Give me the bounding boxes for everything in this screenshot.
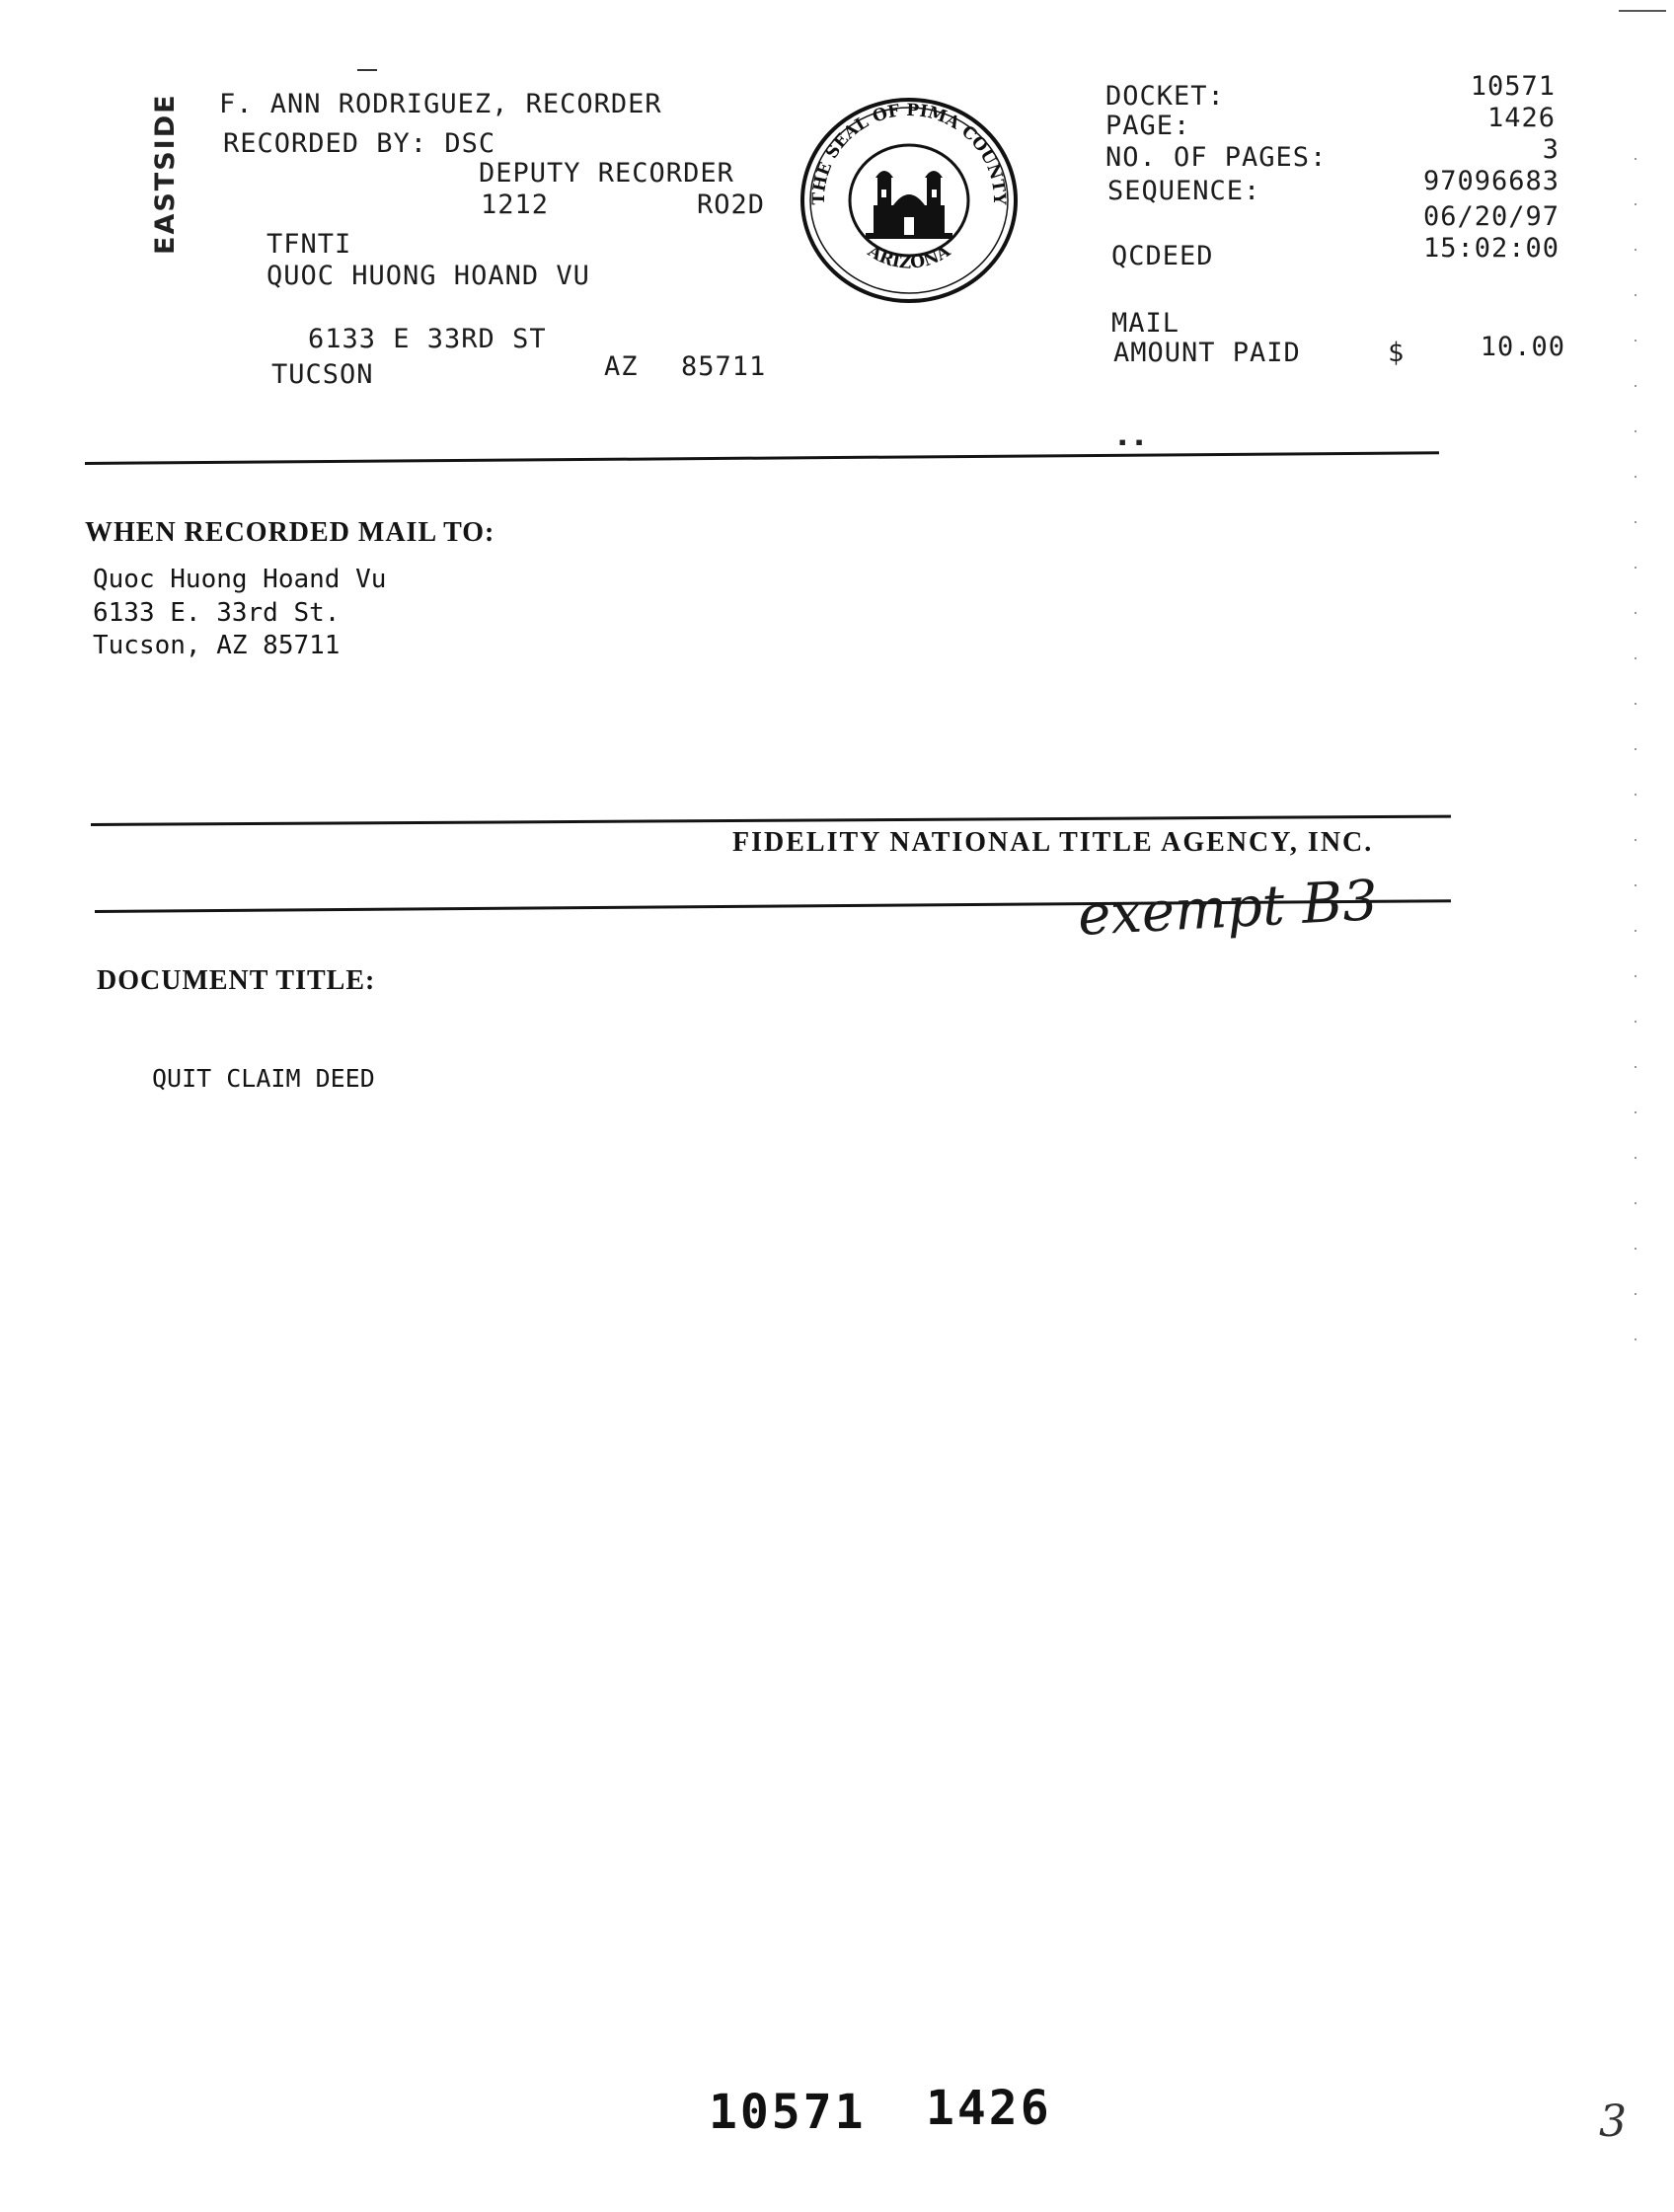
record-time: 15:02:00 bbox=[1422, 233, 1560, 264]
svg-text:THE SEAL OF PIMA COUNTY bbox=[809, 101, 1009, 206]
sequence-label: SEQUENCE: bbox=[1107, 176, 1261, 206]
mail-to-city: Tucson, AZ 85711 bbox=[93, 631, 341, 660]
county-seal bbox=[778, 76, 1010, 287]
recorded-by: RECORDED BY: DSC bbox=[223, 128, 496, 159]
page-label: PAGE: bbox=[1105, 111, 1191, 141]
currency-symbol: $ bbox=[1388, 338, 1406, 368]
mail-to-street: 6133 E. 33rd St. bbox=[93, 598, 341, 628]
eastside-stamp: EASTSIDE bbox=[150, 93, 181, 255]
amount-paid-value: 10.00 bbox=[1480, 332, 1565, 362]
party-state: AZ bbox=[604, 351, 639, 382]
docket-value: 10571 bbox=[1470, 71, 1556, 102]
scan-edge-speckle bbox=[1635, 158, 1636, 1342]
footer-page-number: 1426 bbox=[926, 2081, 1052, 2136]
pages-value: 3 bbox=[1542, 134, 1560, 165]
pages-label: NO. OF PAGES: bbox=[1105, 142, 1328, 173]
page-value: 1426 bbox=[1486, 103, 1556, 133]
record-date: 06/20/97 bbox=[1422, 201, 1560, 232]
recorder-name: F. ANN RODRIGUEZ, RECORDER bbox=[219, 89, 662, 119]
recorder-code-2: RO2D bbox=[697, 190, 766, 220]
agency-top-rule bbox=[91, 815, 1451, 826]
party-street: 6133 E 33RD ST bbox=[308, 324, 547, 354]
recorder-code-1: 1212 bbox=[481, 190, 550, 220]
mail-label: MAIL bbox=[1111, 308, 1180, 339]
party-code: TFNTI bbox=[266, 229, 352, 260]
document-title-value: QUIT CLAIM DEED bbox=[152, 1064, 375, 1093]
deputy-recorder: DEPUTY RECORDER bbox=[479, 158, 734, 189]
document-title-heading: DOCUMENT TITLE: bbox=[97, 965, 376, 996]
party-name: QUOC HUONG HOAND VU bbox=[266, 261, 590, 291]
handwritten-exempt-note: exempt B3 bbox=[1076, 869, 1380, 949]
footer-docket-number: 10571 bbox=[709, 2085, 867, 2140]
party-city: TUCSON bbox=[271, 359, 374, 390]
speck-mark: ▪ ▪ bbox=[1118, 434, 1144, 450]
seal-bottom-text: ARIZONA bbox=[864, 241, 954, 273]
amount-paid-label: AMOUNT PAID bbox=[1113, 338, 1301, 368]
sequence-value: 97096683 bbox=[1422, 166, 1560, 196]
mail-to-name: Quoc Huong Hoand Vu bbox=[93, 565, 387, 594]
svg-text:ARIZONA bbox=[864, 241, 954, 273]
agency-name: FIDELITY NATIONAL TITLE AGENCY, INC. bbox=[732, 827, 1374, 858]
scan-dash-mark bbox=[357, 69, 377, 71]
corner-page-mark: 3 bbox=[1599, 2097, 1627, 2147]
seal-emblem-icon bbox=[797, 95, 1022, 306]
party-zip: 85711 bbox=[681, 351, 767, 382]
docket-label: DOCKET: bbox=[1105, 81, 1225, 112]
scan-corner-mark bbox=[1619, 10, 1666, 12]
mail-to-heading: WHEN RECORDED MAIL TO: bbox=[85, 517, 495, 548]
seal-top-text: THE SEAL OF PIMA COUNTY bbox=[809, 100, 1010, 205]
header-divider bbox=[85, 451, 1439, 465]
document-type-code: QCDEED bbox=[1111, 241, 1214, 271]
